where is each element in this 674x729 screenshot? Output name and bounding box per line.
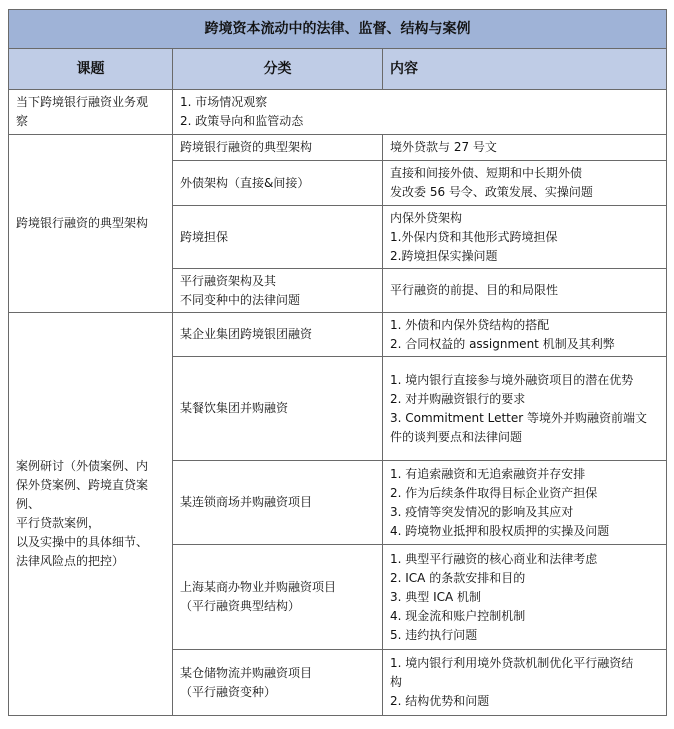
content-line: 2. 合同权益的 assignment 机制及其利弊 <box>390 336 615 351</box>
category-line: 外债架构（直接&间接） <box>180 175 310 190</box>
category-line: 不同变种中的法律问题 <box>180 292 301 307</box>
content-cell <box>383 461 667 545</box>
content-cell <box>383 650 667 716</box>
topic-line: 平行贷款案例， <box>16 516 101 530</box>
content-cell <box>383 313 667 357</box>
table-row <box>9 135 667 161</box>
table-row <box>9 90 667 135</box>
content-line: 构 <box>390 675 403 689</box>
content-line: 3. 典型 ICA 机制 <box>390 589 482 604</box>
content-line: 1. 市场情况观察 <box>180 95 268 109</box>
title-row <box>9 10 667 49</box>
category-line: 某餐饮集团并购融资 <box>180 401 289 415</box>
category-cell <box>173 461 383 545</box>
topic-line: 保外贷案例、跨境直贷案 <box>16 478 149 492</box>
topic-line: 例、 <box>16 497 41 511</box>
content-line: 2. 对并购融资银行的要求 <box>390 391 526 406</box>
content-line: 平行融资的前提、目的和局限性 <box>390 283 559 297</box>
category-cell <box>173 650 383 716</box>
content-line: 3. Commitment Letter 等境外并购融资前端文 <box>390 410 647 425</box>
content-line: 4. 跨境物业抵押和股权质押的实操及问题 <box>390 523 610 538</box>
category-line: 跨境银行融资的典型架构 <box>180 140 313 154</box>
category-line: 平行融资架构及其 <box>180 273 277 288</box>
content-cell <box>383 357 667 461</box>
content-line: 1. 境内银行利用境外贷款机制优化平行融资结 <box>390 656 634 670</box>
content-cell <box>383 135 667 161</box>
topic-line: 案例研讨（外债案例、内 <box>16 459 149 473</box>
category-cell <box>173 545 383 650</box>
topic-cell <box>9 90 173 135</box>
content-line: 1.外保内贷和其他形式跨境担保 <box>390 229 558 244</box>
content-line: 1. 有追索融资和无追索融资并存安排 <box>390 466 586 481</box>
header-topic: 课题 <box>9 49 173 90</box>
content-line: 2. 结构优势和问题 <box>390 694 490 708</box>
category-line: 上海某商办物业并购融资项目 <box>180 580 337 594</box>
content-cell <box>383 545 667 650</box>
content-line: 1. 境内银行直接参与境外融资项目的潜在优势 <box>390 372 634 387</box>
category-cell <box>173 206 383 269</box>
document-table-container <box>8 9 666 716</box>
header-content: 内容 <box>383 49 667 90</box>
content-line: 2. 政策导向和监管动态 <box>180 114 304 128</box>
topic-cell <box>9 313 173 716</box>
category-cell <box>173 313 383 357</box>
content-line: 发改委 56 号令、政策发展、实操问题 <box>390 185 593 199</box>
content-line: 3. 疫情等突发情况的影响及其应对 <box>390 504 574 519</box>
category-cell <box>173 357 383 461</box>
content-line: 4. 现金流和账户控制机制 <box>390 608 526 623</box>
category-cell <box>173 135 383 161</box>
content-cell <box>173 90 667 135</box>
content-cell <box>383 269 667 313</box>
content-cell <box>383 206 667 269</box>
header-category: 分类 <box>173 49 383 90</box>
content-line: 5. 违约执行问题 <box>390 627 478 642</box>
topic-line: 以及实操中的具体细节、 <box>16 535 149 549</box>
category-line: 跨境担保 <box>180 229 229 244</box>
content-line: 直接和间接外债、短期和中长期外债 <box>390 166 583 180</box>
category-cell <box>173 269 383 313</box>
content-line: 境外贷款与 27 号文 <box>390 140 497 154</box>
topic-cell: 跨境银行融资的典型架构 <box>9 135 173 313</box>
content-line: 内保外贷架构 <box>390 210 463 225</box>
table-title: 跨境资本流动中的法律、监督、结构与案例 <box>9 10 667 49</box>
content-line: 件的谈判要点和法律问题 <box>390 429 523 444</box>
topic-line: 法律风险点的把控） <box>16 554 125 568</box>
topic-line: 当下跨境银行融资业务观 <box>16 95 149 109</box>
category-line: （平行融资变种） <box>180 684 277 699</box>
category-line: 某企业集团跨境银团融资 <box>180 327 313 341</box>
content-line: 1. 典型平行融资的核心商业和法律考虑 <box>390 551 598 566</box>
content-line: 2. ICA 的条款安排和目的 <box>390 570 526 585</box>
table-row <box>9 313 667 357</box>
content-line: 2.跨境担保实操问题 <box>390 248 498 263</box>
category-line: 某仓储物流并购融资项目 <box>180 665 313 680</box>
topic-line: 察 <box>16 114 29 128</box>
content-line: 2. 作为后续条件取得目标企业资产担保 <box>390 485 598 500</box>
course-table <box>8 9 667 716</box>
category-cell <box>173 161 383 206</box>
content-line: 1. 外债和内保外贷结构的搭配 <box>390 317 550 332</box>
content-cell <box>383 161 667 206</box>
header-row <box>9 49 667 90</box>
category-line: 某连锁商场并购融资项目 <box>180 495 313 509</box>
category-line: （平行融资典型结构） <box>180 599 301 613</box>
